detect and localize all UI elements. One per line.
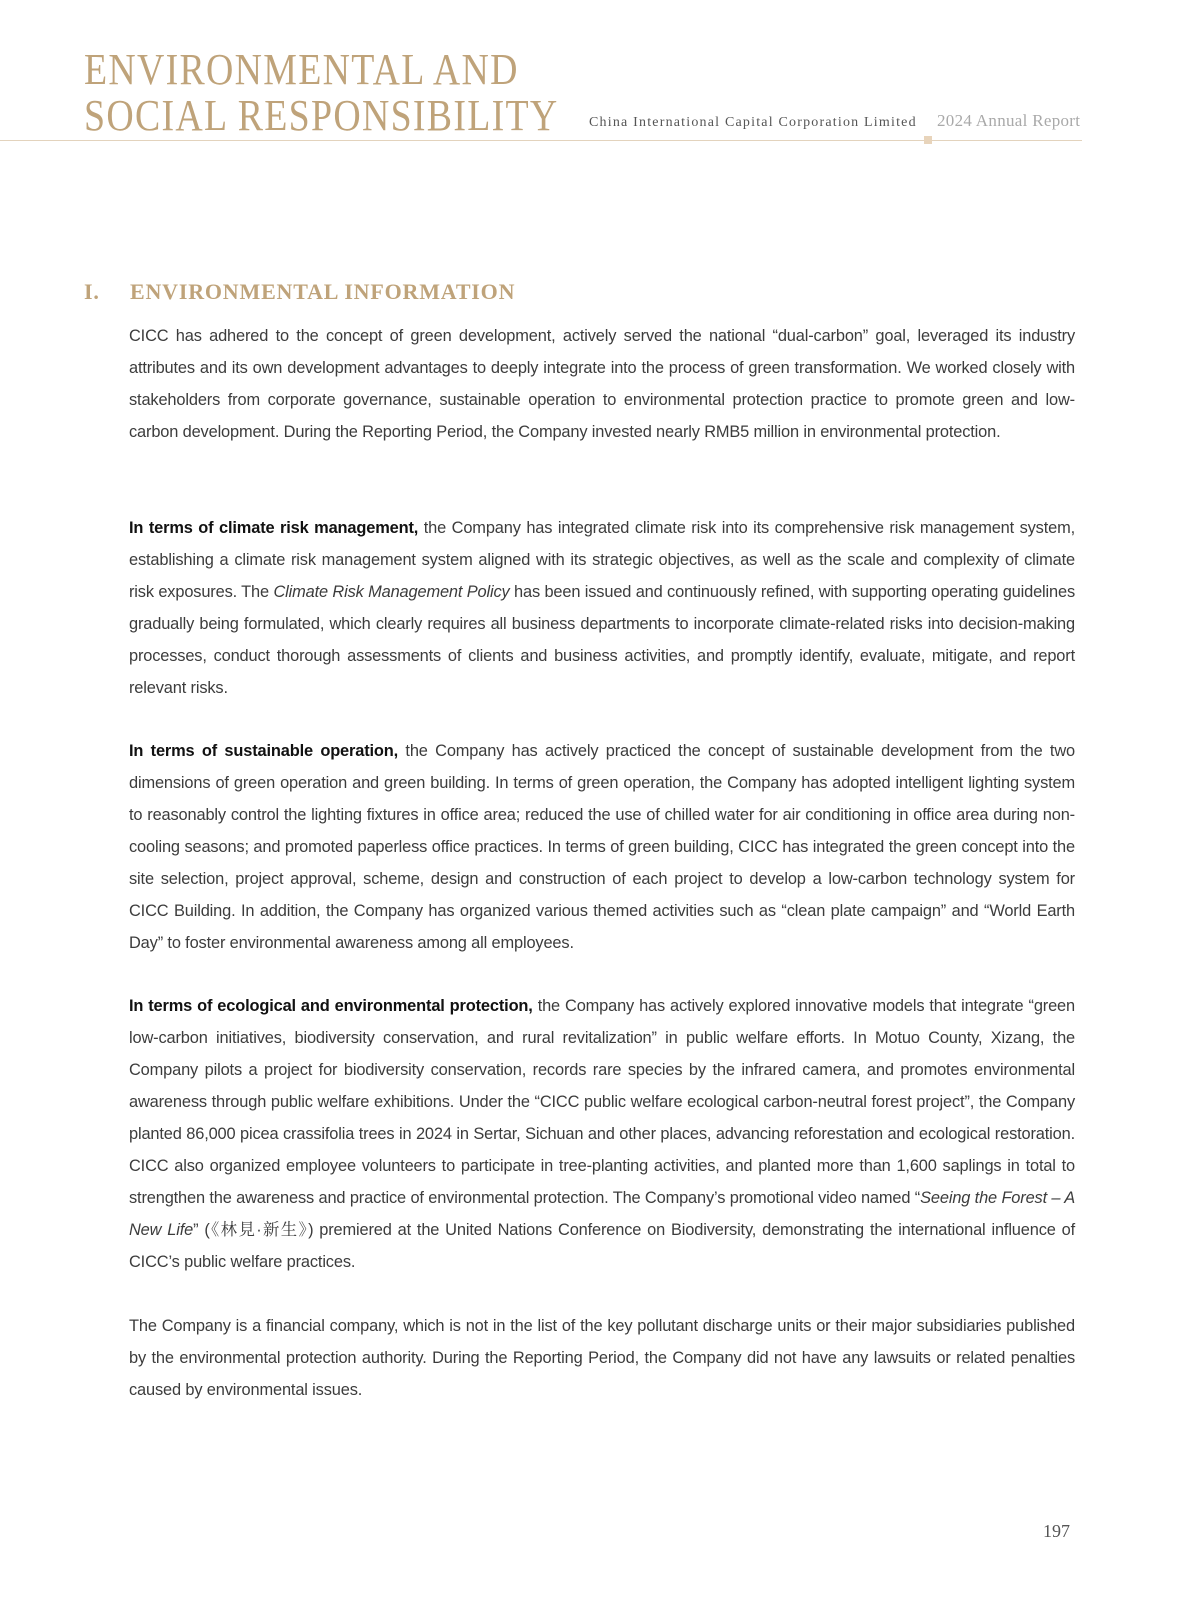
paragraph-lead: In terms of ecological and environmental protection, — [129, 997, 533, 1015]
paragraph-pollutant-disclosure — [129, 1310, 1075, 1406]
chapter-title — [84, 47, 559, 139]
paragraph-sustainable-operation — [129, 735, 1075, 959]
paragraph-intro-text: CICC has adhered to the concept of green development, actively served the national “dual-carbon” goal, leveraged its industry attributes and its own development advantages to deeply integrate into the process of green transformation. We worked closely with stakeholders from corporate governance, sustainable operation to environmental protection practice to promote green and low-carbon development. During the Reporting Period, the Company invested nearly RMB5 million in environmental protection. — [129, 327, 1075, 441]
paragraph-climate-risk — [129, 512, 1075, 704]
paragraph-lead: In terms of sustainable operation, — [129, 742, 399, 760]
paragraph-text: the Company has actively practiced the concept of sustainable development from the two dimensions of green operation and green building. In terms of green operation, the Company has adopted intelligent lighting system to reasonably control the lighting fixtures in office area; reduced the use of chilled water for air conditioning in office area during non-cooling seasons; and promoted paperless office practices. In terms of green building, CICC has integrated the green concept into the site selection, project approval, scheme, design and construction of each project to develop a low-carbon technology system for CICC Building. In addition, the Company has organized various themed activities such as “clean plate campaign” and “World Earth Day” to foster environmental awareness among all employees. — [129, 742, 1075, 952]
section-title: ENVIRONMENTAL INFORMATION — [130, 279, 516, 304]
paragraph-text: ” (《林見·新生》) premiered at the United Nations Conference on Biodiversity, demonstrating the international influence of CICC’s public welfare practices. — [129, 1221, 1076, 1271]
header-divider-marker — [924, 136, 932, 144]
policy-title: Climate Risk Management Policy — [273, 583, 510, 601]
header-divider — [0, 140, 1082, 141]
paragraph-text: has been issued and continuously refined, with supporting operating guidelines gradually being formulated, which clearly requires all business departments to incorporate climate-related risks into decision-making processes, conduct thorough assessments of clients and business activities, and promptly identify, evaluate, mitigate, and report relevant risks. — [129, 583, 1076, 697]
page-header — [0, 0, 1190, 160]
chapter-title-line-2: SOCIAL RESPONSIBILITY — [84, 91, 559, 140]
section-number: I. — [84, 279, 100, 304]
paragraph-intro — [129, 320, 1075, 448]
paragraph-text: The Company is a financial company, which is not in the list of the key pollutant discharge units or their major subsidiaries published by the environmental protection authority. During the Reporting Period, the Company did not have any lawsuits or related penalties caused by environmental issues. — [129, 1317, 1075, 1399]
video-title: Seeing the Forest – A New Life — [129, 1189, 1075, 1239]
company-name: China International Capital Corporation Limited — [589, 115, 917, 130]
section-heading — [84, 279, 515, 305]
paragraph-lead: In terms of climate risk management, — [129, 519, 419, 537]
paragraph-ecological-protection — [129, 990, 1075, 1278]
page-number: 197 — [1043, 1521, 1070, 1541]
chapter-title-line-1: ENVIRONMENTAL AND — [84, 45, 519, 94]
paragraph-text: the Company has actively explored innovative models that integrate “green low-carbon initiatives, biodiversity conservation, and rural revitalization” in public welfare efforts. In Motuo County, Xizang, the Company pilots a project for biodiversity conservation, records rare species by the infrared camera, and promotes environmental awareness through public welfare exhibitions. Under the “CICC public welfare ecological carbon-neutral forest project”, the Company planted 86,000 picea crassifolia trees in 2024 in Sertar, Sichuan and other places, advancing reforestation and ecological restoration. CICC also organized employee volunteers to participate in tree-planting activities, and planted more than 1,600 saplings in total to strengthen the awareness and practice of environmental protection. The Company’s promotional video named “ — [129, 997, 1075, 1207]
paragraph-text: the Company has integrated climate risk into its comprehensive risk management system, establishing a climate risk management system aligned with its strategic objectives, as well as the scale and complexity of climate risk exposures. The — [129, 519, 1076, 601]
report-name: 2024 Annual Report — [937, 111, 1081, 130]
